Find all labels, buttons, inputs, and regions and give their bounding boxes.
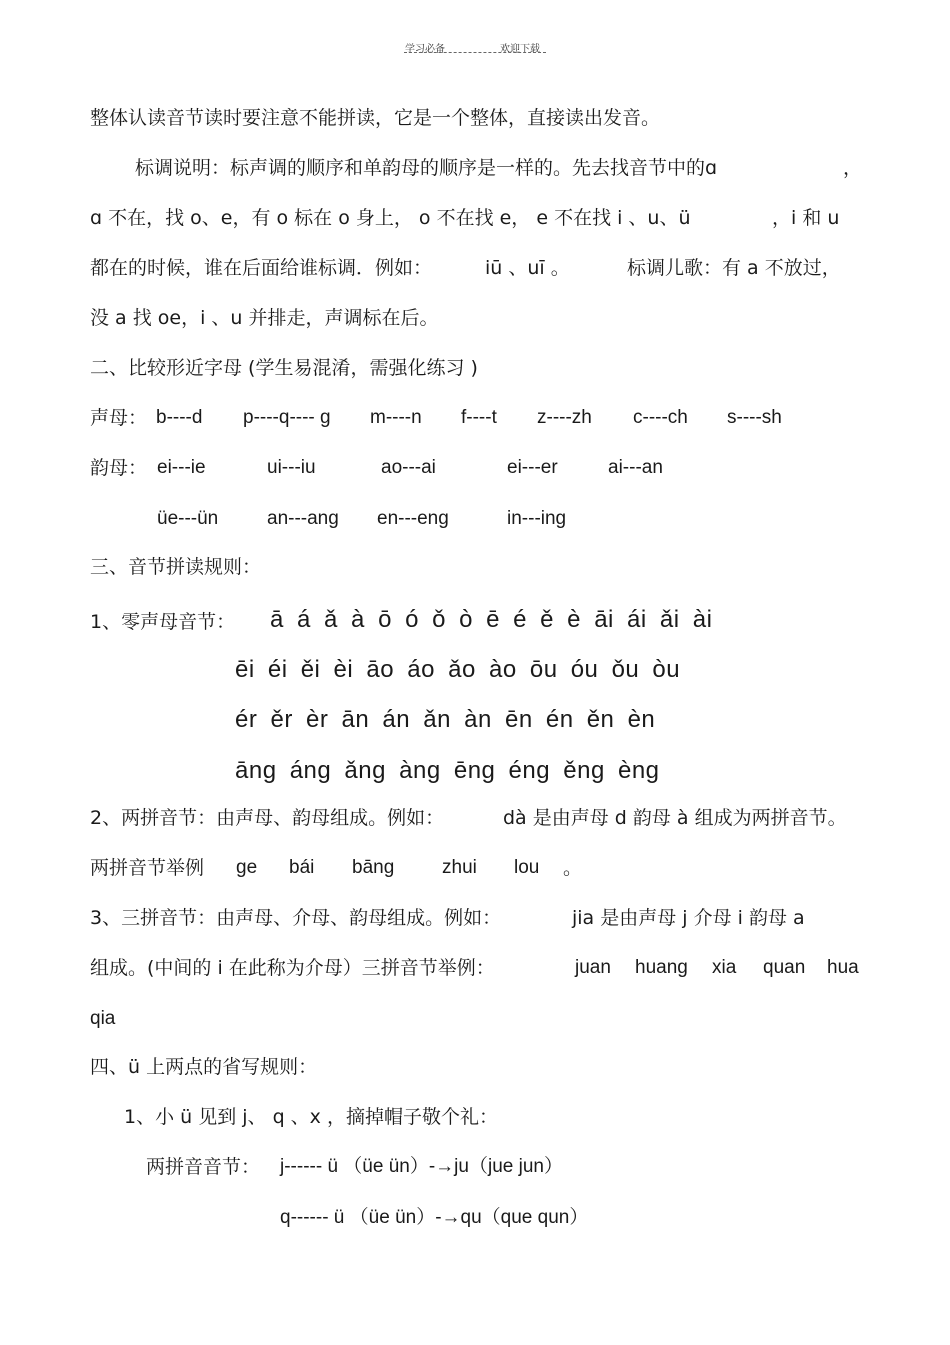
pair-item: z----zh — [537, 407, 592, 428]
two-example: lou — [514, 857, 540, 878]
pair-item: ui---iu — [267, 457, 316, 478]
paragraph-line: ，i 和 u — [772, 207, 840, 229]
pair-item: ao---ai — [381, 457, 436, 478]
two-example-end: 。 — [563, 857, 583, 879]
pair-item: f----t — [461, 407, 497, 428]
paragraph-line: 2、两拼音节：由声母、韵母组成。例如： — [90, 807, 445, 829]
paragraph-line: 没 a 找 oe，i 、u 并排走，声调标在后。 — [90, 307, 439, 329]
pair-item: an---ang — [267, 508, 339, 529]
pair-item: ei---ie — [157, 457, 206, 478]
two-example: zhui — [442, 857, 477, 878]
paragraph-line: jia 是由声母 j 介母 i 韵母 a — [572, 907, 805, 929]
three-example: qia — [90, 1008, 116, 1029]
pair-item: m----n — [370, 407, 422, 428]
zero-initial-row: ēi éi ěi èi āo áo ǎo ào ōu óu ǒu òu — [235, 656, 681, 683]
zero-initial-row: ā á ǎ à ō ó ǒ ò ē é ě è āi ái ǎi ài — [270, 606, 713, 633]
paragraph-line: 组成。(中间的 i 在此称为介母）三拼音节举例： — [90, 957, 495, 979]
three-example: juan — [575, 957, 611, 978]
paragraph-line: dà 是由声母 d 韵母 à 组成为两拼音节。 — [503, 807, 847, 829]
pair-item: en---eng — [377, 508, 449, 529]
header-left: 学习必备 — [405, 44, 445, 55]
section-heading: 三、音节拼读规则： — [90, 556, 262, 578]
three-example: huang — [635, 957, 688, 978]
pair-item: ei---er — [507, 457, 558, 478]
zero-initial-row: ér ěr èr ān án ǎn àn ēn én ěn èn — [235, 706, 656, 733]
pair-item: b----d — [156, 407, 203, 428]
zero-initial-row: āng áng ǎng àng ēng éng ěng èng — [235, 757, 660, 784]
three-example: quan — [763, 957, 806, 978]
paragraph-line: 都在的时候，谁在后面给谁标调．例如： — [90, 257, 433, 279]
paragraph-line: 整体认读音节读时要注意不能拼读，它是一个整体，直接读出发音。 — [90, 107, 661, 129]
pair-item: p----q---- g — [243, 407, 331, 428]
header-divider — [404, 52, 546, 53]
rule-example: q------ ü （üe ün）-→qu（que qun） — [280, 1207, 589, 1228]
pair-item: c----ch — [633, 407, 688, 428]
three-example: xia — [712, 957, 737, 978]
paragraph-line: ɑ 不在，找 o、e，有 o 标在 o 身上， o 不在找 e， e 不在找 i 、u、ü — [90, 207, 691, 229]
pair-item: in---ing — [507, 508, 567, 529]
two-example: bāng — [352, 857, 395, 878]
paragraph-line: ， — [843, 157, 863, 179]
two-example-label: 两拼音节举例 — [90, 857, 205, 879]
pair-item: üe---ün — [157, 508, 219, 529]
zero-initial-label: 1、零声母音节： — [90, 611, 236, 633]
pair-item: ai---an — [608, 457, 663, 478]
section-heading: 二、比较形近字母 (学生易混淆，需强化练习 ) — [90, 357, 478, 379]
three-example: hua — [827, 957, 859, 978]
paragraph-line: 标调说明：标声调的顺序和单韵母的顺序是一样的。先去找音节中的ɑ — [135, 157, 718, 179]
paragraph-line: 标调儿歌：有 a 不放过， — [627, 257, 841, 279]
header-right: 欢迎下载 — [500, 44, 540, 55]
two-example: bái — [289, 857, 315, 878]
rule-example: j------ ü （üe ün）-→ju（jue jun） — [280, 1156, 563, 1177]
section-heading: 四、ü 上两点的省写规则： — [90, 1056, 318, 1078]
shengmu-label: 声母： — [90, 407, 148, 429]
two-example: ge — [236, 857, 258, 878]
paragraph-line: iū 、uī 。 — [485, 257, 570, 279]
rule-item: 1、小 ü 见到 j、 q 、x ，摘掉帽子敬个礼： — [124, 1106, 498, 1128]
yunmu-label: 韵母： — [90, 457, 148, 479]
rule-label: 两拼音音节： — [146, 1156, 261, 1178]
paragraph-line: 3、三拼音节：由声母、介母、韵母组成。例如： — [90, 907, 502, 929]
pair-item: s----sh — [727, 407, 782, 428]
